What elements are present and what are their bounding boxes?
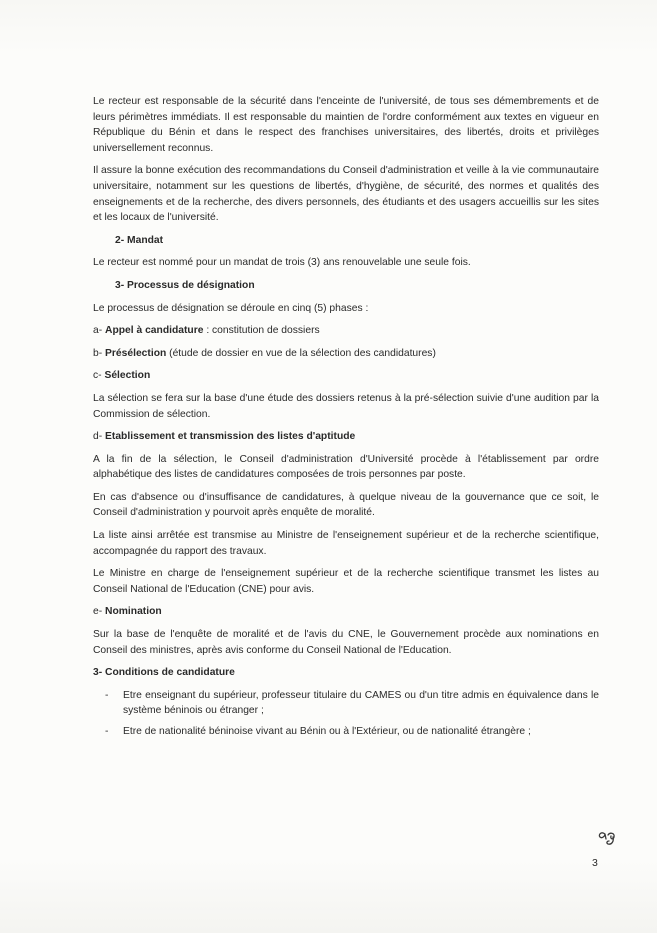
phase-d-text-3: La liste ainsi arrêtée est transmise au Ministre de l'enseignement supérieur et de la recherche scientifique, accompagnée du rapport des travaux.	[93, 530, 599, 557]
phase-e	[93, 604, 599, 620]
handwritten-initials	[596, 827, 620, 847]
phase-c-title: Sélection	[104, 370, 151, 382]
phase-a-title: Appel à candidature	[105, 325, 204, 337]
phase-d-text-1: A la fin de la sélection, le Conseil d'administration d'Université procède à l'établissement par ordre alphabétique des listes de candidatures composées de trois personnes par poste.	[93, 453, 599, 481]
phase-d-text-4: Le Ministre en charge de l'enseignement supérieur et de la recherche scientifique transmet les listes au Conseil National de l'Education (CNE) pour avis.	[93, 568, 599, 595]
phase-a	[93, 323, 599, 339]
paragraph-security: Le recteur est responsable de la sécurité dans l'enceinte de l'université, de tous ses démembrements et de leurs périmètres immédiats. Il est responsable du maintien de l'ordre conformément aux textes en vigueur en République du Bénin et dans le respect des franchises universitaires, des libertés, droits et privilèges universellement reconnus.	[93, 96, 599, 154]
list-item	[93, 688, 599, 719]
phase-e-text: Sur la base de l'enquête de moralité et de l'avis du CNE, le Gouvernement procède aux nominations en Conseil des ministres, après avis conforme du Conseil National de l'Education.	[93, 629, 599, 656]
phase-c-text: La sélection se fera sur la base d'une étude des dossiers retenus à la pré-sélection suivie d'une audition par la Commission de sélection.	[93, 392, 599, 420]
section-heading-processus: 3- Processus de désignation	[115, 279, 255, 291]
list-dash: -	[105, 689, 109, 701]
phase-e-title: Nomination	[105, 606, 162, 618]
list-dash: -	[105, 726, 109, 737]
condition-text: Etre de nationalité béninoise vivant au Bénin ou à l'Extérieur, ou de nationalité étrangère ;	[123, 726, 531, 737]
phase-b-prefix: b-	[93, 347, 106, 359]
phase-b-title: Présélection	[105, 347, 167, 359]
phase-b	[93, 346, 599, 362]
phase-d-text-2: En cas d'absence ou d'insuffisance de candidatures, à quelque niveau de la gouvernance que ce soit, le Conseil d'administration y pourvoit après enquête de moralité.	[93, 491, 599, 519]
phase-e-prefix: e-	[93, 606, 106, 618]
section-heading-conditions: 3- Conditions de candidature	[93, 667, 235, 679]
phase-c	[93, 368, 599, 384]
page-number: 3	[592, 857, 598, 869]
phase-d-title: Etablissement et transmission des listes d'aptitude	[105, 431, 356, 443]
phase-b-rest: (étude de dossier en vue de la sélection des candidatures)	[166, 347, 436, 359]
phase-a-prefix: a-	[93, 325, 106, 337]
condition-text: Etre enseignant du supérieur, professeur titulaire du CAMES ou d'un titre admis en équivalence dans le système béninois ou étranger ;	[123, 689, 599, 717]
section-heading-mandat: 2- Mandat	[115, 234, 164, 246]
paragraph-execution: Il assure la bonne exécution des recommandations du Conseil d'administration et veille à la vie communautaire universitaire, notamment sur les questions de libertés, d'hygiène, de sécurité, des normes et qualités des enseignements et de la recherche, des divers personnels, des étudiants et des usagers accueillis sur les sites et les locaux de l'université.	[93, 165, 599, 224]
document-body	[93, 94, 599, 740]
conditions-list	[93, 688, 599, 740]
list-item	[93, 724, 599, 740]
paragraph-processus-intro: Le processus de désignation se déroule en cinq (5) phases :	[93, 302, 369, 314]
phase-d	[93, 429, 599, 445]
phase-a-rest: : constitution de dossiers	[203, 325, 320, 337]
phase-c-prefix: c-	[93, 370, 105, 382]
paragraph-mandat: Le recteur est nommé pour un mandat de trois (3) ans renouvelable une seule fois.	[93, 257, 471, 269]
phase-d-prefix: d-	[93, 431, 106, 443]
